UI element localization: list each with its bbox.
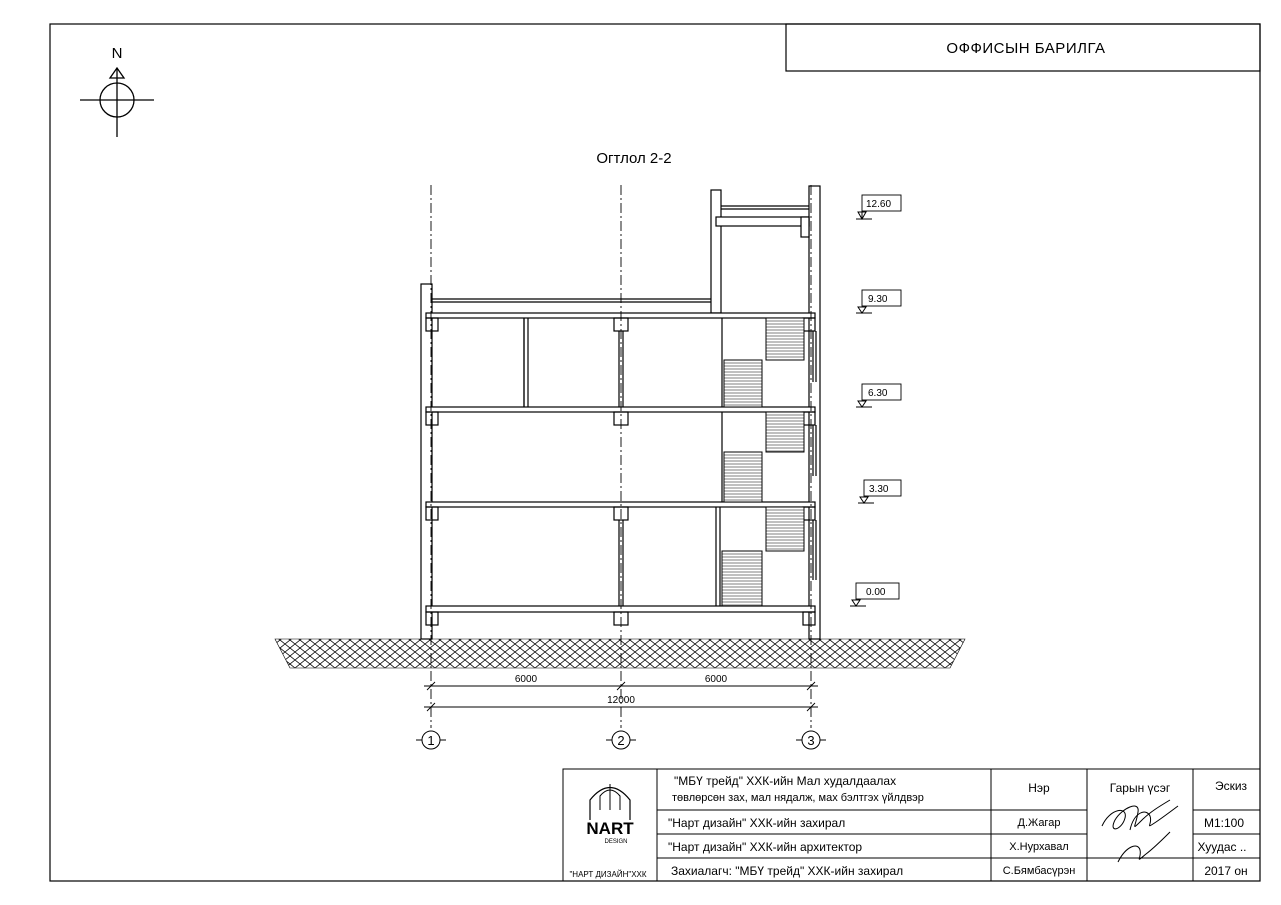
project-title: ОФФИСЫН БАРИЛГА — [946, 40, 1106, 57]
grid-axis-bubble — [416, 731, 446, 749]
grid-axis-bubble — [606, 731, 636, 749]
header-name: Нэр — [1028, 781, 1050, 795]
north-label: N — [111, 45, 123, 62]
project-title-box — [786, 24, 1260, 71]
row-name: Х.Нурхавал — [1009, 841, 1069, 853]
row-name: С.Бямбасүрэн — [1002, 865, 1076, 877]
elevation-marker — [850, 583, 899, 606]
row-role: Захиалагч: "МБҮ трейд" ХХК-ийн захирал — [671, 864, 904, 878]
grid-axis-bubble — [796, 731, 826, 749]
grid-axis-label: 2 — [617, 733, 625, 748]
elevation-marker — [856, 195, 901, 219]
stair-flight — [766, 318, 804, 360]
signature-icon — [1102, 800, 1178, 862]
project-line-2: төвлөрсөн зах, мал нядалж, мах бэлтгэх үйлдвэр — [672, 792, 924, 804]
row-info: Хуудас .. — [1197, 840, 1247, 854]
ground-hatch — [275, 639, 965, 668]
elevation-label: 0.00 — [866, 587, 886, 598]
stair-flight — [724, 452, 762, 502]
elevation-label: 3.30 — [869, 484, 889, 495]
stair-flight — [722, 551, 762, 606]
elevation-marker — [858, 480, 901, 503]
row-role: "Нарт дизайн" ХХК-ийн архитектор — [668, 840, 863, 854]
grid-axis-label: 1 — [427, 733, 435, 748]
row-role: "Нарт дизайн" ХХК-ийн захирал — [668, 816, 846, 830]
stair-flight — [724, 360, 762, 407]
elevation-marker — [856, 384, 901, 407]
dimension-span-2: 6000 — [704, 674, 728, 685]
logo-subtext: DESIGN — [604, 839, 628, 845]
company-caption: "НАРТ ДИЗАЙН"ХХК — [569, 870, 647, 879]
north-arrow-icon — [80, 45, 154, 137]
grid-axis-label: 3 — [807, 733, 815, 748]
company-logo — [586, 784, 634, 845]
drawing-title: Огтлол 2-2 — [596, 150, 672, 167]
row-info: М1:100 — [1203, 816, 1245, 830]
stair-flights — [722, 318, 804, 606]
elevation-label: 6.30 — [868, 388, 888, 399]
row-name: Д.Жагар — [1017, 817, 1061, 829]
dimension-span-1: 6000 — [514, 674, 538, 685]
elevation-markers — [850, 195, 901, 606]
header-sketch: Эскиз — [1214, 779, 1248, 793]
stair-flight — [766, 412, 804, 452]
elevation-marker — [856, 290, 901, 313]
elevation-label: 12.60 — [866, 199, 892, 210]
row-info: 2017 он — [1204, 864, 1248, 878]
header-signature: Гарын үсэг — [1109, 781, 1171, 795]
elevation-label: 9.30 — [868, 294, 888, 305]
logo-text: NART — [586, 819, 634, 838]
dimension-total: 12000 — [607, 695, 635, 706]
project-line-1: "МБҮ трейд" ХХК-ийн Мал худалдаалах — [674, 774, 897, 788]
stair-flight — [766, 507, 804, 551]
